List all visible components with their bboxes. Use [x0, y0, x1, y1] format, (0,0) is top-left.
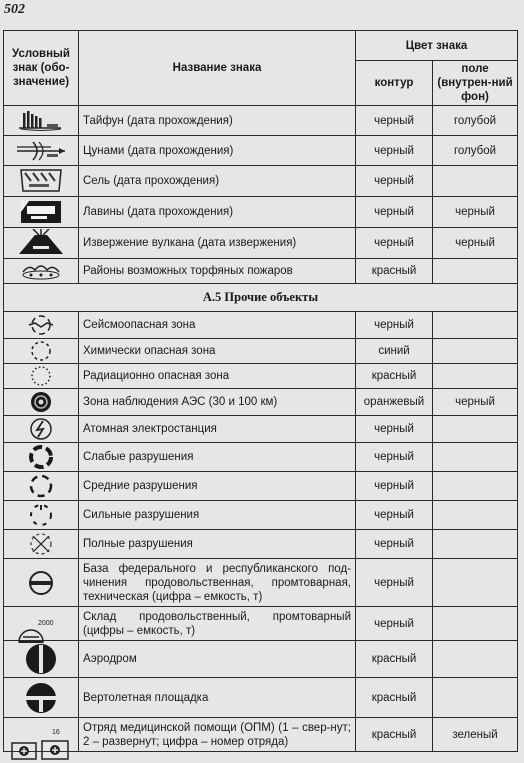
table-row: [4, 530, 518, 559]
fill-color: зеленый: [433, 718, 518, 752]
fill-color: [433, 259, 518, 284]
typhoon-icon: [4, 106, 79, 136]
sign-name: Атомная электростанция: [79, 416, 356, 443]
name-column-header: Название знака: [79, 31, 356, 106]
sign-name: Тайфун (дата прохождения): [79, 106, 356, 136]
sign-name: Зона наблюдения АЭС (30 и 100 км): [79, 389, 356, 416]
contour-color: черный: [356, 136, 433, 166]
table-row: [4, 678, 518, 718]
sign-name: Радиационно опасная зона: [79, 364, 356, 389]
contour-color: черный: [356, 472, 433, 501]
medium-destruction-icon: [4, 472, 79, 501]
fill-color: черный: [433, 228, 518, 259]
table-row: [4, 389, 518, 416]
fill-color: [433, 443, 518, 472]
contour-color: черный: [356, 228, 433, 259]
sign-name: Склад продовольственный, промтоварный (цифры – емкость, т): [79, 607, 356, 641]
contour-color: красный: [356, 641, 433, 678]
warehouse-capacity-label: 2000: [38, 620, 54, 627]
contour-color: красный: [356, 678, 433, 718]
contour-color: черный: [356, 106, 433, 136]
contour-column-header: контур: [356, 61, 433, 106]
fill-color: [433, 416, 518, 443]
sign-name: Лавины (дата прохождения): [79, 197, 356, 228]
radiation-zone-icon: [4, 364, 79, 389]
signs-table: [3, 30, 518, 752]
contour-color: черный: [356, 312, 433, 339]
fill-color: [433, 339, 518, 364]
fill-color: черный: [433, 197, 518, 228]
section-row: [4, 284, 518, 312]
strong-destruction-icon: [4, 501, 79, 530]
contour-color: черный: [356, 607, 433, 641]
color-group-header: Цвет знака: [356, 31, 518, 61]
sign-name: Средние разрушения: [79, 472, 356, 501]
contour-color: черный: [356, 530, 433, 559]
contour-color: красный: [356, 259, 433, 284]
fill-color: [433, 364, 518, 389]
page-number: 502: [4, 2, 25, 17]
sign-name: Химически опасная зона: [79, 339, 356, 364]
table-row: [4, 472, 518, 501]
seismic-zone-icon: [4, 312, 79, 339]
sign-name: Сильные разрушения: [79, 501, 356, 530]
contour-color: красный: [356, 718, 433, 752]
volcano-icon: [4, 228, 79, 259]
sign-name: База федерального и республиканского под-чинения продовольственная, промтоварная, техническая (цифра – емкость, т): [79, 559, 356, 607]
table-row: [4, 106, 518, 136]
medical-unit-number-label: 16: [52, 729, 60, 736]
fill-color: [433, 166, 518, 197]
helipad-icon: [4, 678, 79, 718]
table-row: [4, 166, 518, 197]
table-row: [4, 416, 518, 443]
table-row: [4, 136, 518, 166]
sign-name: Полные разрушения: [79, 530, 356, 559]
fill-color: [433, 641, 518, 678]
symbol-column-header: Условный знак (обо-значение): [4, 31, 79, 106]
table-row: [4, 607, 518, 641]
npp-observation-icon: [4, 389, 79, 416]
table-row: [4, 197, 518, 228]
fill-color: [433, 501, 518, 530]
tsunami-icon: [4, 136, 79, 166]
table-row: [4, 364, 518, 389]
sign-name: Отряд медицинской помощи (ОПМ) (1 – свер-нут; 2 – развернут; цифра – номер отряда): [79, 718, 356, 752]
warehouse-icon: [4, 607, 79, 641]
weak-destruction-icon: [4, 443, 79, 472]
table-row: [4, 443, 518, 472]
fill-color: [433, 607, 518, 641]
contour-color: черный: [356, 443, 433, 472]
full-destruction-icon: [4, 530, 79, 559]
table-row: [4, 559, 518, 607]
sign-name: Вертолетная площадка: [79, 678, 356, 718]
fill-color: [433, 678, 518, 718]
table-row: [4, 259, 518, 284]
table-row: [4, 718, 518, 752]
table-row: [4, 339, 518, 364]
fill-color: черный: [433, 389, 518, 416]
medical-unit-icon: [4, 718, 79, 752]
fill-color: [433, 312, 518, 339]
contour-color: красный: [356, 364, 433, 389]
fill-color: [433, 472, 518, 501]
contour-color: черный: [356, 197, 433, 228]
peat-fire-icon: [4, 259, 79, 284]
chemical-zone-icon: [4, 339, 79, 364]
table-row: [4, 641, 518, 678]
mudflow-icon: [4, 166, 79, 197]
table-row: [4, 501, 518, 530]
contour-color: оранжевый: [356, 389, 433, 416]
federal-base-icon: [4, 559, 79, 607]
sign-name: Слабые разрушения: [79, 443, 356, 472]
fill-color: [433, 530, 518, 559]
section-title: А.5 Прочие объекты: [4, 284, 518, 312]
airfield-icon: [4, 641, 79, 678]
nuclear-plant-icon: [4, 416, 79, 443]
contour-color: черный: [356, 501, 433, 530]
table-row: [4, 312, 518, 339]
sign-name: Аэродром: [79, 641, 356, 678]
fill-color: голубой: [433, 136, 518, 166]
table-row: [4, 228, 518, 259]
sign-name: Цунами (дата прохождения): [79, 136, 356, 166]
sign-name: Районы возможных торфяных пожаров: [79, 259, 356, 284]
header-row: [4, 31, 518, 61]
contour-color: синий: [356, 339, 433, 364]
contour-color: черный: [356, 166, 433, 197]
avalanche-icon: [4, 197, 79, 228]
fill-color: [433, 559, 518, 607]
sign-name: Сель (дата прохождения): [79, 166, 356, 197]
sign-name: Сейсмоопасная зона: [79, 312, 356, 339]
fill-color: голубой: [433, 106, 518, 136]
contour-color: черный: [356, 559, 433, 607]
fill-column-header: поле (внутрен-ний фон): [433, 61, 518, 106]
sign-name: Извержение вулкана (дата извержения): [79, 228, 356, 259]
contour-color: черный: [356, 416, 433, 443]
